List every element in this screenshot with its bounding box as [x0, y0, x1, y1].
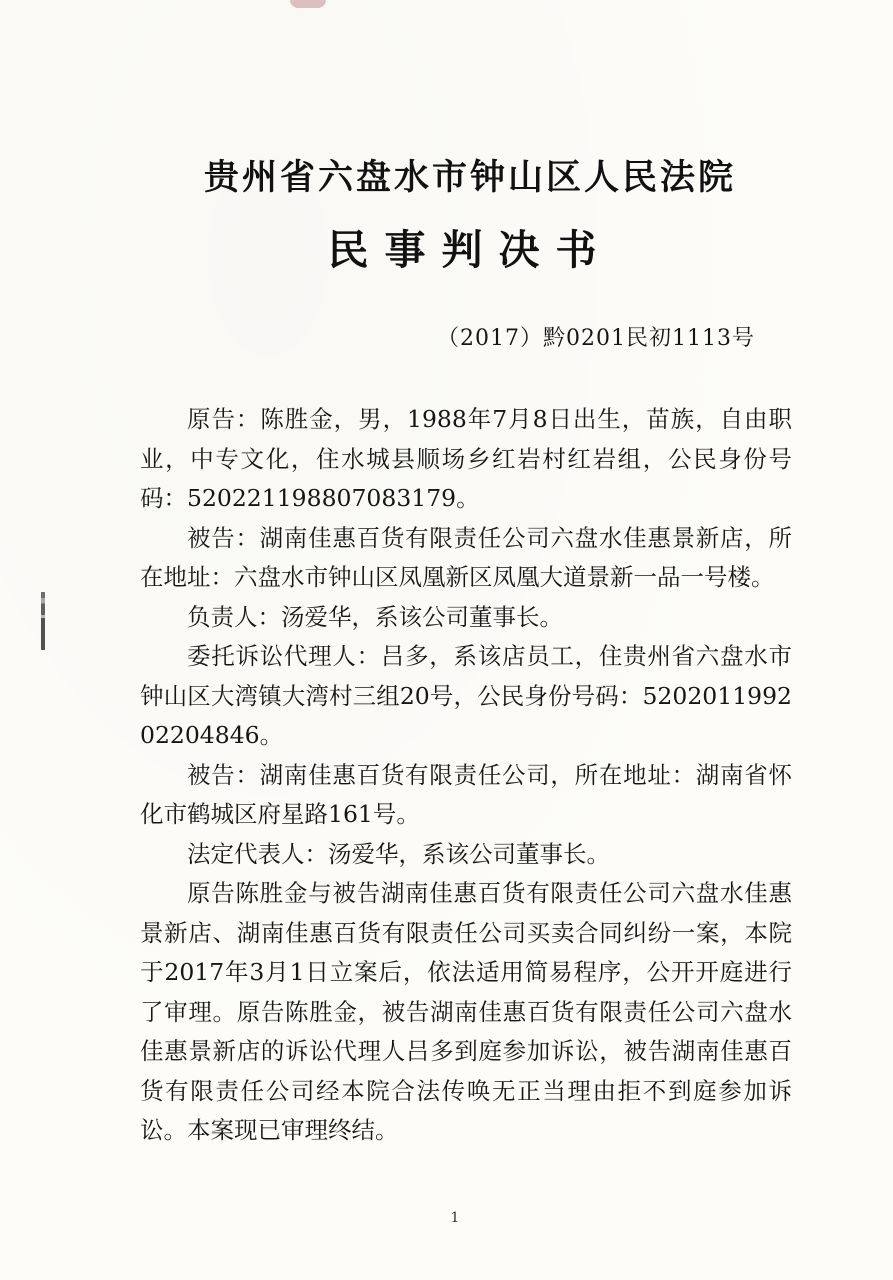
scan-mark-top	[290, 0, 326, 8]
scan-mark-side	[41, 592, 45, 650]
responsible-person: 负责人：汤爱华，系该公司董事长。	[187, 602, 563, 631]
plaintiff-info: 原告：陈胜金，男，1988年7月8日出生，苗族，自由职业，中专文化，住水城县顺场乡红岩村红岩组，公民身份号码：520221198807083179。	[140, 405, 792, 512]
case-summary: 原告陈胜金与被告湖南佳惠百货有限责任公司六盘水佳惠景新店、湖南佳惠百货有限责任公司买卖合同纠纷一案，本院于2017年3月1日立案后，依法适用简易程序，公开开庭进行了审理。原告陈胜金，被告湖南佳惠百货有限责任公司六盘水佳惠景新店的诉讼代理人吕多到庭参加诉讼，被告湖南佳惠百货有限责任公司经本院合法传唤无正当理由拒不到庭参加诉讼。本案现已审理终结。	[140, 879, 792, 1144]
document-body	[140, 400, 792, 1151]
agent-info: 委托诉讼代理人：吕多，系该店员工，住贵州省六盘水市钟山区大湾镇大湾村三组20号，公民身份号码：520201199202204846。	[140, 642, 792, 749]
legal-representative: 法定代表人：汤爱华，系该公司董事长。	[187, 839, 610, 868]
page-number: 1	[450, 1210, 460, 1226]
defendant-1-info: 被告：湖南佳惠百货有限责任公司六盘水佳惠景新店，所在地址：六盘水市钟山区凤凰新区凤凰大道景新一品一号楼。	[140, 523, 792, 591]
document-title: 民事判决书	[327, 226, 613, 274]
court-name: 贵州省六盘水市钟山区人民法院	[203, 158, 736, 198]
defendant-2-info: 被告：湖南佳惠百货有限责任公司，所在地址：湖南省怀化市鹤城区府星路161号。	[140, 760, 792, 828]
case-number: （2017）黔0201民初1113号	[437, 326, 755, 351]
